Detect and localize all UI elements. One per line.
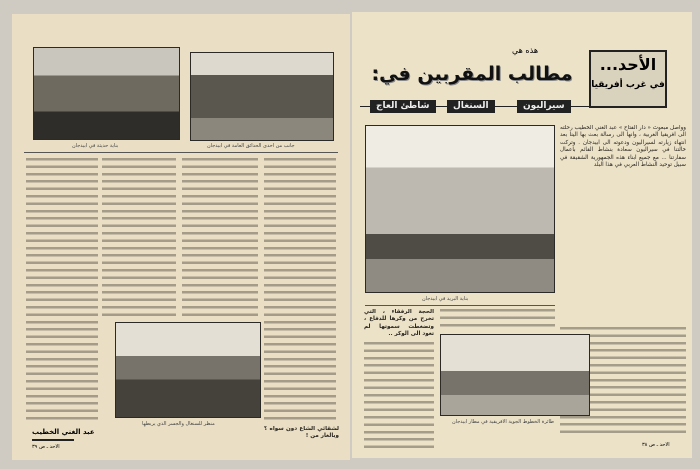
right-column-text: وواصل مبعوث « دار الفتاح » عبد الغني الخطيب رحلته الى افريقيا الغربية ، وانها الى رسالة بعث بها الينا بعد انتهاء زيارته لسيراليون ودعوته الى ابيدجان . وتركت خالتنا في سيراليون سعادة بنشاط القائم باعمال سفارتنا ... مع جميع ابناء هذه الجمهورية الشقيقة في سبيل توحيد النشاط العربي في هذا البلد <box>560 125 686 169</box>
caption-airplane: طائرة الخطوط الجوية الافريقية في مطار ابيدجان <box>452 419 555 425</box>
divider <box>365 305 555 306</box>
right-page <box>352 12 692 458</box>
text-column <box>102 158 176 318</box>
headline-box-line1: الأحد... <box>599 55 657 74</box>
text-column <box>26 158 98 420</box>
tag-senegal: السنغال <box>447 100 495 113</box>
photo-building <box>33 47 180 140</box>
text-column <box>364 342 434 450</box>
caption-building: بناية حديثة في ابيدجان <box>72 143 119 149</box>
caption-bridge: منظر للسنغال والجسر الذي يربطها <box>142 421 215 427</box>
headline-kicker: هذه هي <box>512 46 539 55</box>
photo-airplane <box>440 334 590 416</box>
caption-post-office: بناية البريد في ابيدجان <box>422 296 469 302</box>
tag-sierra-leone: سيراليون <box>517 100 571 113</box>
footer-right: الاحد ـ ص ٣٨ <box>642 442 670 448</box>
author-rule <box>32 439 74 441</box>
divider <box>24 152 338 153</box>
text-column <box>264 158 336 420</box>
tag-ivory-coast: شاطئ العاج <box>370 100 436 113</box>
headline-box <box>589 50 667 108</box>
headline-box-line2: في غرب أفريقيا <box>591 80 665 90</box>
right-lower-text: الحجة الرفقاء ، التي تخرج من وكرها للدفاع ، وتضغطت سموتها لم تعود الى الوكر .. <box>364 309 434 338</box>
photo-bridge <box>115 322 261 418</box>
left-page <box>12 14 350 460</box>
headline-title: مطالب المقربين في: <box>371 63 573 85</box>
author-name: عبد الغني الخطيب <box>32 428 95 436</box>
footer-left: الاحد ـ ص ٣٩ <box>32 444 60 450</box>
text-column <box>440 309 555 331</box>
photo-post-office <box>365 125 555 293</box>
closing-text: لشقائي الشاع دون سواه ؟ وبالغار من ! <box>264 426 339 440</box>
photo-garden <box>190 52 334 141</box>
text-column <box>182 158 258 318</box>
caption-garden: جانب من احدى الحدائق العامة في ابيدجان <box>207 143 295 149</box>
